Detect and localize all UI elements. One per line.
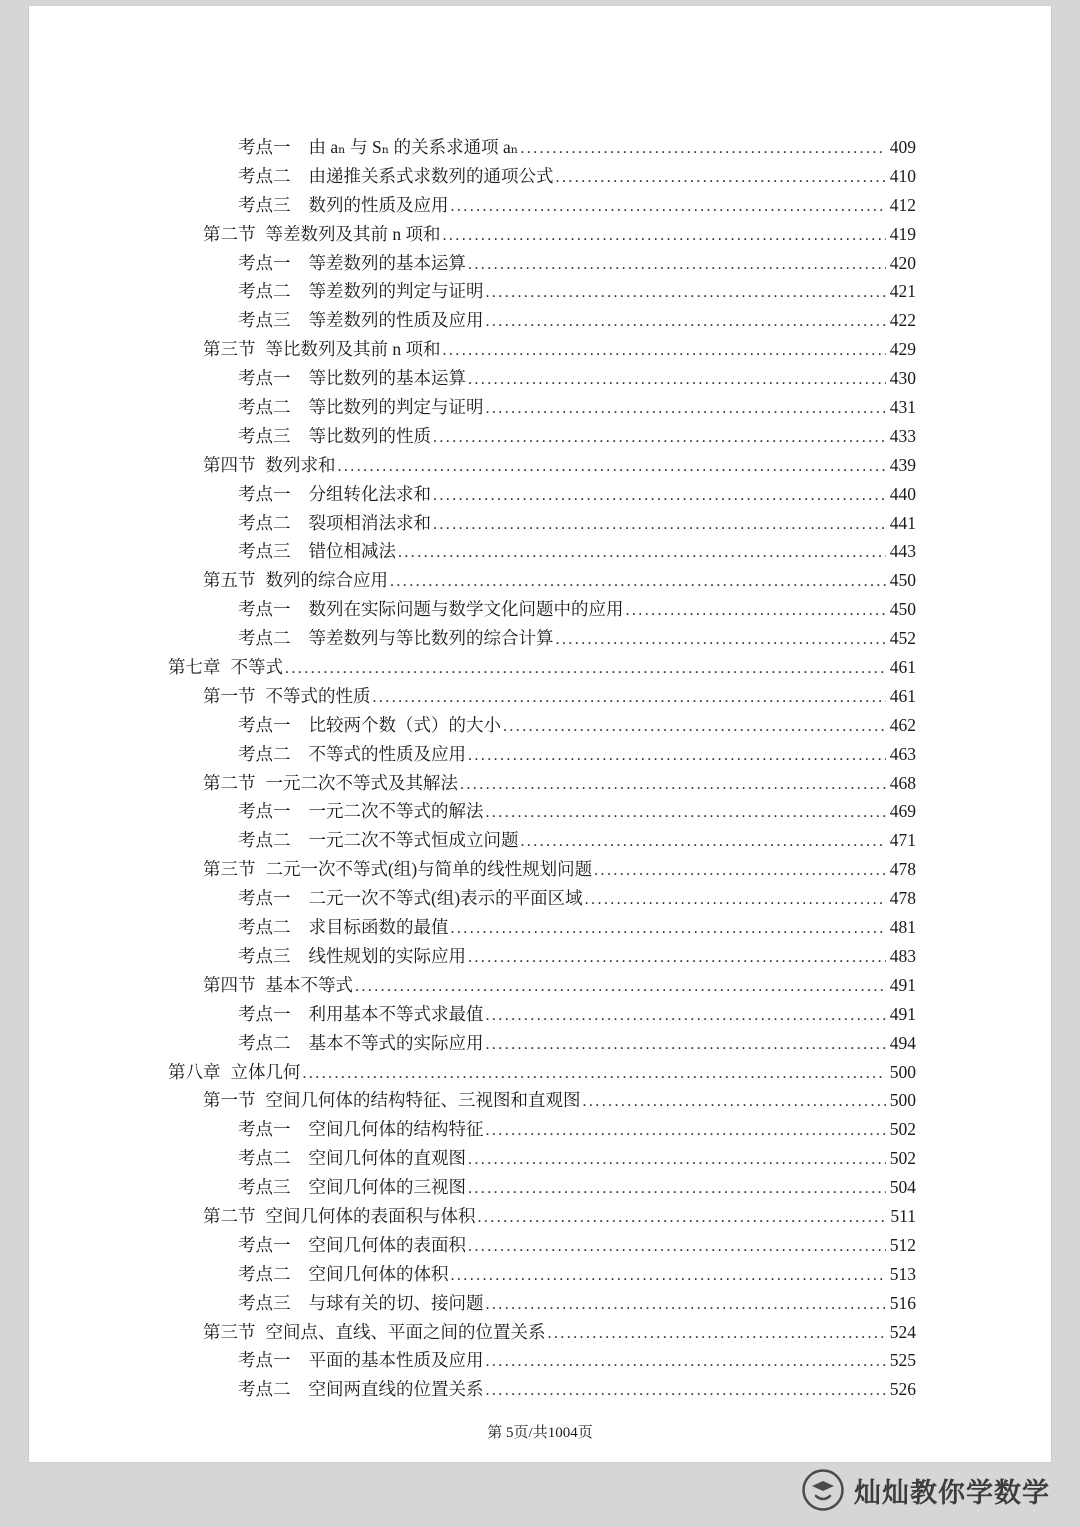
toc-entry (168, 1231, 916, 1260)
toc-entry (168, 480, 916, 509)
toc-entry-page: 525 (889, 1350, 916, 1371)
toc-dot-leader (468, 1144, 886, 1175)
toc-entry-label: 考点三 (238, 310, 291, 331)
toc-entry-label: 第二节 (203, 1205, 256, 1226)
toc-dot-leader (443, 220, 886, 251)
toc-dot-leader (468, 1231, 886, 1262)
toc-entry (168, 624, 916, 653)
toc-dot-leader (468, 740, 886, 771)
toc-entry (168, 595, 916, 624)
toc-entry (168, 913, 916, 942)
toc-entry (168, 942, 916, 971)
toc-entry-label: 第二节 (203, 223, 256, 244)
toc-dot-leader (303, 1058, 886, 1089)
toc-entry-label: 考点三 (238, 194, 291, 215)
toc-entry-label: 考点二 (238, 917, 291, 938)
brand-logo-icon (801, 1468, 845, 1512)
toc-entry-label: 考点二 (238, 743, 291, 764)
toc-entry (168, 826, 916, 855)
toc-entry (168, 162, 916, 191)
toc-dot-leader (443, 335, 886, 366)
toc-entry-title: 与球有关的切、接问题 (308, 1292, 484, 1313)
toc-entry-label: 第七章 (168, 657, 221, 678)
toc-entry-label: 考点二 (238, 1379, 291, 1400)
toc-entry (168, 509, 916, 538)
toc-entry-label: 考点二 (238, 1263, 291, 1284)
toc-entry (168, 1000, 916, 1029)
toc-dot-leader (433, 480, 886, 511)
toc-entry-page: 504 (889, 1177, 916, 1198)
toc-entry-title: 裂项相消法求和 (308, 512, 431, 533)
toc-entry-page: 430 (889, 368, 916, 389)
toc-entry-label: 第三节 (203, 859, 256, 880)
toc-entry-page: 513 (889, 1263, 916, 1284)
toc-entry-page: 433 (889, 425, 916, 446)
toc-dot-leader (338, 451, 886, 482)
toc-dot-leader (521, 826, 886, 857)
toc-entry-title: 求目标函数的最值 (308, 917, 449, 938)
toc-entry-label: 第四节 (203, 974, 256, 995)
toc-entry-page: 483 (889, 945, 916, 966)
toc-entry-page: 463 (889, 743, 916, 764)
toc-entry-page: 450 (889, 570, 916, 591)
toc-entry-title: 线性规划的实际应用 (308, 945, 466, 966)
toc-entry-label: 考点二 (238, 397, 291, 418)
toc-entry-title: 空间两直线的位置关系 (308, 1379, 484, 1400)
toc-dot-leader (486, 1000, 886, 1031)
toc-entry-title: 等比数列的基本运算 (308, 368, 466, 389)
toc-entry (168, 1144, 916, 1173)
toc-dot-leader (626, 595, 886, 626)
toc-entry-page: 500 (889, 1061, 916, 1082)
toc-entry (168, 393, 916, 422)
toc-entry-title: 空间几何体的结构特征 (308, 1119, 484, 1140)
toc-entry-label: 考点一 (238, 483, 291, 504)
toc-dot-leader (355, 971, 886, 1002)
toc-dot-leader (285, 653, 886, 684)
toc-entry-title: 不等式 (230, 657, 283, 678)
toc-entry (168, 884, 916, 913)
toc-dot-leader (585, 884, 886, 915)
toc-dot-leader (468, 249, 886, 280)
toc-entry (168, 682, 916, 711)
toc-entry-title: 一元二次不等式及其解法 (265, 772, 458, 793)
toc-dot-leader (451, 191, 886, 222)
toc-entry-title: 空间几何体的表面积与体积 (265, 1205, 476, 1226)
toc-entry-title: 空间点、直线、平面之间的位置关系 (265, 1321, 546, 1342)
toc-entry (168, 537, 916, 566)
toc-entry (168, 1289, 916, 1318)
toc-entry (168, 711, 916, 740)
toc-entry-title: 由 aₙ 与 Sₙ 的关系求通项 aₙ (308, 137, 519, 157)
toc-entry-label: 第三节 (203, 1321, 256, 1342)
toc-entry-page: 440 (889, 483, 916, 504)
toc-entry-label: 考点二 (238, 165, 291, 186)
toc-entry-page: 469 (889, 801, 916, 822)
toc-entry-label: 第一节 (203, 685, 256, 706)
toc-entry-page: 461 (889, 685, 916, 706)
toc-entry-label: 考点一 (238, 1234, 291, 1255)
toc-entry (168, 1260, 916, 1289)
toc-dot-leader (451, 913, 886, 944)
toc-entry-page: 410 (889, 165, 916, 186)
toc-entry-title: 空间几何体的三视图 (308, 1177, 466, 1198)
toc-entry-title: 二元一次不等式(组)与简单的线性规划问题 (265, 859, 593, 880)
toc-entry-page: 452 (889, 628, 916, 649)
toc-dot-leader (433, 422, 886, 453)
toc-dot-leader (468, 364, 886, 395)
toc-entry-label: 考点二 (238, 281, 291, 302)
toc-entry-page: 461 (889, 657, 916, 678)
toc-entry (168, 1115, 916, 1144)
toc-dot-leader (486, 1029, 886, 1060)
toc-entry (168, 306, 916, 335)
toc-dot-leader (548, 1318, 886, 1349)
toc-entry (168, 451, 916, 480)
toc-entry (168, 740, 916, 769)
toc-dot-leader (520, 133, 885, 164)
toc-entry-page: 412 (889, 194, 916, 215)
toc-entry (168, 1086, 916, 1115)
toc-entry-page: 512 (889, 1234, 916, 1255)
toc-entry-page: 491 (889, 1003, 916, 1024)
toc-entry (168, 364, 916, 393)
toc-entry-label: 考点二 (238, 512, 291, 533)
page-indicator: 第 5页/共1004页 (487, 1425, 593, 1441)
toc-entry-title: 错位相减法 (308, 541, 396, 562)
toc-entry-title: 等比数列的判定与证明 (308, 397, 484, 418)
toc-dot-leader (583, 1086, 886, 1117)
toc-entry (168, 277, 916, 306)
toc-entry-page: 441 (889, 512, 916, 533)
toc-entry-label: 考点一 (238, 888, 291, 909)
toc-dot-leader (451, 1260, 886, 1291)
toc-dot-leader (486, 1115, 886, 1146)
toc-dot-leader (486, 306, 886, 337)
toc-entry-title: 数列的综合应用 (265, 570, 388, 591)
toc-entry (168, 1318, 916, 1347)
toc-entry (168, 1375, 916, 1404)
toc-entry-label: 考点一 (238, 714, 291, 735)
toc-dot-leader (460, 769, 886, 800)
toc-entry-page: 481 (889, 917, 916, 938)
toc-entry-title: 空间几何体的直观图 (308, 1148, 466, 1169)
toc-entry-page: 468 (889, 772, 916, 793)
toc-entry-title: 一元二次不等式的解法 (308, 801, 484, 822)
toc-entry (168, 422, 916, 451)
toc-entry-page: 516 (889, 1292, 916, 1313)
toc-entry-title: 空间几何体的结构特征、三视图和直观图 (265, 1090, 581, 1111)
toc-entry-page: 526 (889, 1379, 916, 1400)
toc-entry-label: 第三节 (203, 339, 256, 360)
toc-entry-page: 511 (890, 1205, 916, 1226)
toc-entry-label: 第一节 (203, 1090, 256, 1111)
toc-entry (168, 797, 916, 826)
toc-entry-title: 不等式的性质及应用 (308, 743, 466, 764)
toc-dot-leader (478, 1202, 887, 1233)
toc-dot-leader (468, 942, 886, 973)
toc-entry (168, 335, 916, 364)
toc-entry (168, 653, 916, 682)
toc-entry-label: 考点二 (238, 628, 291, 649)
toc-entry-page: 502 (889, 1119, 916, 1140)
toc-entry-label: 考点一 (238, 599, 291, 620)
toc-dot-leader (486, 1346, 886, 1377)
toc-entry (168, 249, 916, 278)
toc-entry-label: 考点二 (238, 830, 291, 851)
toc-entry-title: 分组转化法求和 (308, 483, 431, 504)
toc-entry-page: 409 (889, 137, 916, 157)
toc-dot-leader (398, 537, 886, 568)
toc-dot-leader (433, 509, 886, 540)
toc-entry (168, 1173, 916, 1202)
toc-entry-title: 等差数列及其前 n 项和 (265, 223, 441, 244)
toc-entry-label: 考点一 (238, 252, 291, 273)
toc-entry-title: 数列在实际问题与数学文化问题中的应用 (308, 599, 624, 620)
toc-entry-title: 等差数列的判定与证明 (308, 281, 484, 302)
toc-dot-leader (486, 393, 886, 424)
toc-entry-page: 420 (889, 252, 916, 273)
toc-dot-leader (556, 162, 886, 193)
toc-entry-page: 502 (889, 1148, 916, 1169)
toc-entry-title: 由递推关系式求数列的通项公式 (308, 165, 554, 186)
toc-entry-label: 第二节 (203, 772, 256, 793)
toc-entry-title: 数列的性质及应用 (308, 194, 449, 215)
toc-entry (168, 566, 916, 595)
toc-entry-label: 考点一 (238, 1119, 291, 1140)
toc-entry-page: 429 (889, 339, 916, 360)
toc-entry (168, 971, 916, 1000)
toc-entry-page: 478 (889, 888, 916, 909)
toc-entry-page: 491 (889, 974, 916, 995)
toc-entry-title: 立体几何 (230, 1061, 301, 1082)
toc-entry-page: 450 (889, 599, 916, 620)
toc-entry-title: 等差数列的性质及应用 (308, 310, 484, 331)
toc-dot-leader (486, 1289, 886, 1320)
toc-entry-label: 考点一 (238, 368, 291, 389)
toc-entry-page: 494 (889, 1032, 916, 1053)
toc-entry-page: 462 (889, 714, 916, 735)
toc-entry (168, 220, 916, 249)
toc-entry (168, 191, 916, 220)
toc-entry (168, 1029, 916, 1058)
toc-entry-page: 471 (889, 830, 916, 851)
toc-entry-label: 考点三 (238, 1177, 291, 1198)
toc-entry-page: 443 (889, 541, 916, 562)
toc-dot-leader (503, 711, 886, 742)
toc-dot-leader (556, 624, 886, 655)
toc-entry-title: 不等式的性质 (265, 685, 371, 706)
toc-entry-page: 422 (889, 310, 916, 331)
toc-entry-title: 数列求和 (265, 454, 336, 475)
toc-entry-label: 第四节 (203, 454, 256, 475)
toc-entry-label: 考点三 (238, 1292, 291, 1313)
toc-entry-page: 421 (889, 281, 916, 302)
toc-entry-title: 空间几何体的体积 (308, 1263, 449, 1284)
toc-dot-leader (390, 566, 886, 597)
toc-entry-label: 考点一 (238, 1003, 291, 1024)
toc-entry-title: 基本不等式的实际应用 (308, 1032, 484, 1053)
toc-entry-label: 考点一 (238, 801, 291, 822)
toc-entry-label: 考点一 (238, 1350, 291, 1371)
toc-entry-label: 考点二 (238, 1148, 291, 1169)
toc-entry-page: 431 (889, 397, 916, 418)
toc-entry (168, 1202, 916, 1231)
toc-entry (168, 769, 916, 798)
toc-entry-label: 考点三 (238, 425, 291, 446)
toc-entry (168, 1346, 916, 1375)
toc-entry-label: 第五节 (203, 570, 256, 591)
toc-dot-leader (486, 1375, 886, 1406)
toc-dot-leader (468, 1173, 886, 1204)
toc-entry-title: 比较两个数（式）的大小 (308, 714, 501, 735)
toc-entry-title: 等差数列的基本运算 (308, 252, 466, 273)
toc-entry-title: 一元二次不等式恒成立问题 (308, 830, 519, 851)
toc-entry-page: 439 (889, 454, 916, 475)
toc-entry-title: 等比数列的性质 (308, 425, 431, 446)
toc-list (168, 133, 916, 1404)
toc-entry-title: 利用基本不等式求最值 (308, 1003, 484, 1024)
toc-entry-page: 419 (889, 223, 916, 244)
toc-entry-label: 考点三 (238, 945, 291, 966)
toc-entry-title: 二元一次不等式(组)表示的平面区域 (308, 888, 583, 909)
toc-entry (168, 1058, 916, 1087)
toc-entry-title: 平面的基本性质及应用 (308, 1350, 484, 1371)
toc-entry-label: 考点一 (238, 137, 291, 157)
brand-watermark (801, 1468, 1050, 1512)
toc-entry-label: 考点三 (238, 541, 291, 562)
toc-dot-leader (594, 855, 886, 886)
toc-entry-title: 空间几何体的表面积 (308, 1234, 466, 1255)
toc-entry-title: 等差数列与等比数列的综合计算 (308, 628, 554, 649)
toc-entry-page: 478 (889, 859, 916, 880)
toc-entry-title: 基本不等式 (265, 974, 353, 995)
toc-entry (168, 133, 916, 162)
toc-dot-leader (486, 797, 886, 828)
toc-entry-page: 500 (889, 1090, 916, 1111)
toc-entry (168, 855, 916, 884)
toc-dot-leader (373, 682, 886, 713)
toc-entry-label: 考点二 (238, 1032, 291, 1053)
toc-dot-leader (486, 277, 886, 308)
toc-entry-label: 第八章 (168, 1061, 221, 1082)
brand-name: 灿灿教你学数学 (854, 1477, 1050, 1508)
toc-entry-page: 524 (889, 1321, 916, 1342)
toc-entry-title: 等比数列及其前 n 项和 (265, 339, 441, 360)
